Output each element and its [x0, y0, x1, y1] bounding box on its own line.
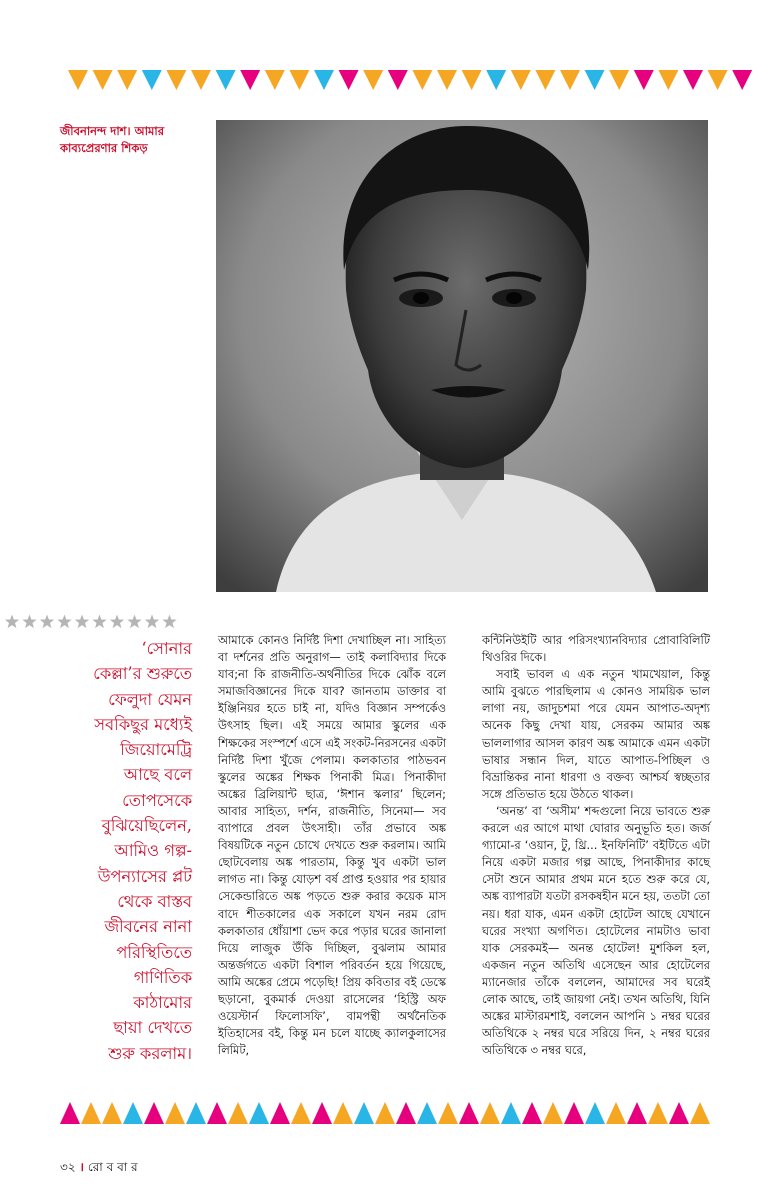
bottom-triangle	[396, 1102, 416, 1124]
pull-quote-line: ‘সোনার	[141, 639, 192, 658]
top-triangle	[658, 70, 678, 90]
photo-caption	[60, 123, 210, 157]
top-triangle	[339, 70, 359, 90]
bottom-triangle	[249, 1102, 269, 1124]
pull-quote-line: থেকে বাস্তব	[117, 891, 192, 911]
top-triangle-border	[0, 68, 770, 96]
top-triangle	[166, 70, 186, 90]
bottom-triangle	[81, 1102, 101, 1124]
page-number: ৩২	[60, 1160, 76, 1174]
star-icon	[145, 615, 159, 629]
footer-separator: ।	[79, 1160, 84, 1174]
star-icon	[75, 615, 89, 629]
bottom-triangle	[564, 1102, 584, 1124]
top-triangle	[363, 70, 383, 90]
bottom-triangle	[354, 1102, 374, 1124]
top-triangle	[609, 70, 629, 90]
bottom-triangle	[312, 1102, 332, 1124]
top-triangle	[535, 70, 555, 90]
portrait-photo	[216, 120, 708, 592]
top-triangle	[191, 70, 211, 90]
bottom-triangle	[186, 1102, 206, 1124]
top-triangle	[265, 70, 285, 90]
top-triangle	[732, 70, 752, 90]
article-column-1	[218, 632, 446, 1059]
bottom-triangle	[228, 1102, 248, 1124]
top-triangle	[634, 70, 654, 90]
top-triangle	[216, 70, 236, 90]
bottom-triangle	[291, 1102, 311, 1124]
top-triangle	[486, 70, 506, 90]
star-icon	[5, 615, 19, 629]
top-triangle	[437, 70, 457, 90]
top-triangle	[585, 70, 605, 90]
top-triangle	[314, 70, 334, 90]
top-triangle	[289, 70, 309, 90]
bottom-triangle	[480, 1102, 500, 1124]
bottom-triangle	[165, 1102, 185, 1124]
pull-quote-line: কাঠামোর	[133, 993, 192, 1013]
bottom-triangle	[102, 1102, 122, 1124]
top-triangle-strip	[0, 68, 770, 96]
caption-line-2: কাব্যপ্রেরণার শিকড়	[60, 141, 148, 155]
pull-quote-line: গাণিতিক	[133, 967, 192, 987]
star-icon	[57, 615, 71, 629]
top-triangle	[511, 70, 531, 90]
bottom-triangle	[648, 1102, 668, 1124]
bottom-triangle	[690, 1102, 710, 1124]
bottom-triangle	[522, 1102, 542, 1124]
magazine-name: রো ব বা র	[87, 1160, 138, 1174]
pull-quote-line: ফেলুদা যেমন	[108, 689, 192, 709]
bottom-triangle	[585, 1102, 605, 1124]
paragraph: কন্টিনিউইটি আর পরিসংখ্যানবিদ্যার প্রোবাবিলিটি থিওরির দিকে।	[482, 633, 710, 665]
top-triangle	[412, 70, 432, 90]
bottom-triangle	[417, 1102, 437, 1124]
pull-quote-line: আছে বলে	[123, 765, 192, 785]
top-triangle	[117, 70, 137, 90]
star-icon	[92, 615, 106, 629]
paragraph: আমাকে কোনও নির্দিষ্ট দিশা দেখাচ্ছিল না। সাহিত্য বা দর্শনের প্রতি অনুরাগ— তাই কলাবিদ্যার দিকে যাব;না কি রাজনীতি-অর্থনীতির দিকে ঝোঁক বলে সমাজবিজ্ঞানের দিকে যাব? জানতাম ডাক্তার বা ইঞ্জিনিয়র হতে চাই না, যদিও বিজ্ঞান সম্পর্কেও উৎসাহ ছিল। এই সময়ে আমার স্কুলের এক শিক্ষকের সংস্পর্শে এসে এই সংকট-নিরসনের একটা নির্দিষ্ট দিশা খুঁজে পেলাম। কলকাতার পাঠভবন স্কুলের অঙ্কের শিক্ষক পিনাকী মিত্র। পিনাকীদা অঙ্কের ব্রিলিয়ান্ট ছাত্র, ‘ঈশান স্কলার’ ছিলেন; আবার সাহিত্য, দর্শন, রাজনীতি, সিনেমা— সব ব্যাপারে প্রবল উৎসাহী। তাঁর প্রভাবে অঙ্ক বিষয়টিকে নতুন চোখে দেখতে শুরু করলাম। আমি ছোটবেলায় অঙ্ক পারতাম, কিন্তু খুব একটা ভাল লাগত না। কিন্তু যোড়শ বর্ষ প্রাপ্ত হওয়ার পর হায়ার সেকেন্ডারিতে অঙ্ক পড়তে শুরু করার কয়েক মাস বাদে শীতকালের এক সকালে যখন নরম রোদ কলকাতার ধোঁয়াশা ভেদ করে পড়ার ঘরের জানালা দিয়ে লাজুক উঁকি দিচ্ছিল, বুঝলাম আমার অন্তর্জগতে একটা বিশাল পরিবর্তন হয়ে গিয়েছে, আমি অঙ্কের প্রেমে পড়েছি! প্রিয় কবিতার বই ডেস্কে ছড়ানো, বুকমার্ক দেওয়া রাসেলের ‘হিস্ট্রি অফ ওয়েস্টার্ন ফিলোসফি’, বামপন্থী অর্থনৈতিক ইতিহাসের বই, কিন্তু মন চলে যাচ্ছে ক্যালকুলাসের লিমিট,	[218, 633, 446, 1058]
star-icon	[162, 615, 176, 629]
bottom-triangle	[333, 1102, 353, 1124]
pull-quote-line: তোপসেকে	[122, 790, 192, 810]
top-triangle	[388, 70, 408, 90]
bottom-triangle	[60, 1102, 80, 1124]
top-triangle	[708, 70, 728, 90]
pull-quote-line: আমিও গল্প-	[114, 841, 192, 861]
bottom-triangle	[438, 1102, 458, 1124]
bottom-triangle	[606, 1102, 626, 1124]
page-footer	[60, 1158, 138, 1179]
bottom-triangle	[123, 1102, 143, 1124]
bottom-triangle	[669, 1102, 689, 1124]
pull-quote-line: জিয়োমেট্রি	[120, 740, 192, 760]
star-divider	[0, 613, 200, 631]
bottom-triangle	[627, 1102, 647, 1124]
top-triangle	[240, 70, 260, 90]
top-triangle	[142, 70, 162, 90]
star-icon	[22, 615, 36, 629]
star-icon	[40, 615, 54, 629]
top-triangle	[683, 70, 703, 90]
bottom-triangle	[144, 1102, 164, 1124]
pull-quote-line: উপন্যাসের প্লট	[97, 866, 192, 886]
bottom-triangle	[270, 1102, 290, 1124]
bottom-triangle-border	[0, 1100, 770, 1130]
top-triangle	[68, 70, 88, 90]
pull-quote-line: শুরু করলাম।	[108, 1043, 192, 1063]
pull-quote-line: জীবনের নানা	[104, 917, 192, 937]
bottom-triangle	[459, 1102, 479, 1124]
pull-quote-line: কেল্লা’র শুরুতে	[93, 664, 192, 684]
pull-quote-line: সবকিছুর মধ্যেই	[94, 714, 192, 734]
bottom-triangle-strip	[0, 1100, 770, 1130]
pull-quote-line: বুঝিয়েছিলেন,	[101, 816, 192, 836]
bottom-triangle	[375, 1102, 395, 1124]
paragraph: সবাই ভাবল এ এক নতুন খামখেয়াল, কিন্তু আমি বুঝতে পারছিলাম এ কোনও সাময়িক ভাল লাগা নয়, জাদুচশমা পরে যেমন আপাত-অদৃশ্য অনেক কিছু দেখা যায়, সেরকম আমার অঙ্ক ভাললাগার আসল কারণ অঙ্ক আমাকে এমন একটা ভাষার সন্ধান দিল, যাতে আপাত-পিচ্ছিল ও বিভ্রান্তিকর নানা ধারণা ও বক্তব্য আশ্চর্য স্বচ্ছতার সঙ্গে প্রতিভাত হয়ে উঠতে থাকল।	[482, 667, 710, 801]
bottom-triangle	[543, 1102, 563, 1124]
caption-line-1: জীবনানন্দ দাশ। আমার	[60, 124, 165, 138]
bottom-triangle	[501, 1102, 521, 1124]
star-icon	[110, 615, 124, 629]
pull-quote-line: ছায়া দেখতে	[113, 1018, 192, 1038]
top-triangle	[462, 70, 482, 90]
pull-quote	[20, 636, 192, 1066]
star-icon	[127, 615, 141, 629]
bottom-triangle	[207, 1102, 227, 1124]
top-triangle	[560, 70, 580, 90]
article-column-2	[482, 632, 710, 1059]
pull-quote-line: পরিস্থিতিতে	[116, 942, 192, 962]
top-triangle	[93, 70, 113, 90]
paragraph: ‘অনন্ত’ বা ‘অসীম’ শব্দগুলো নিয়ে ভাবতে শুরু করলে এর আগে মাথা ঘোরার অনুভূতি হত। জর্জ গ্যামো-র ‘ওয়ান, টু, থ্রি... ইনফিনিটি’ বইটিতে এটা নিয়ে একটা মজার গল্প আছে, পিনাকীদার কাছে সেটা শুনে আমার প্রথম মনে হতে শুরু করে যে, অঙ্ক ব্যাপারটা যতটা রসকষহীন মনে হয়, ততটা তো নয়। ধরা যাক, এমন একটা হোটেল আছে যেখানে ঘরের সংখ্যা অগণিত। হোটেলের নামটাও ভাবা যাক সেরকমই— অনন্ত হোটেল! মুশকিল হল, একজন নতুন অতিথি এসেছেন আর হোটেলের ম্যানেজার তাঁকে বললেন, আমাদের সব ঘরেই লোক আছে, তাই জায়গা নেই। তখন অতিথি, যিনি অঙ্কের মাস্টারমশাই, বললেন আপনি ১ নম্বর ঘরের অতিথিকে ২ নম্বর ঘরে সরিয়ে দিন, ২ নম্বর ঘরের অতিথিকে ৩ নম্বর ঘরে,	[482, 803, 710, 1058]
